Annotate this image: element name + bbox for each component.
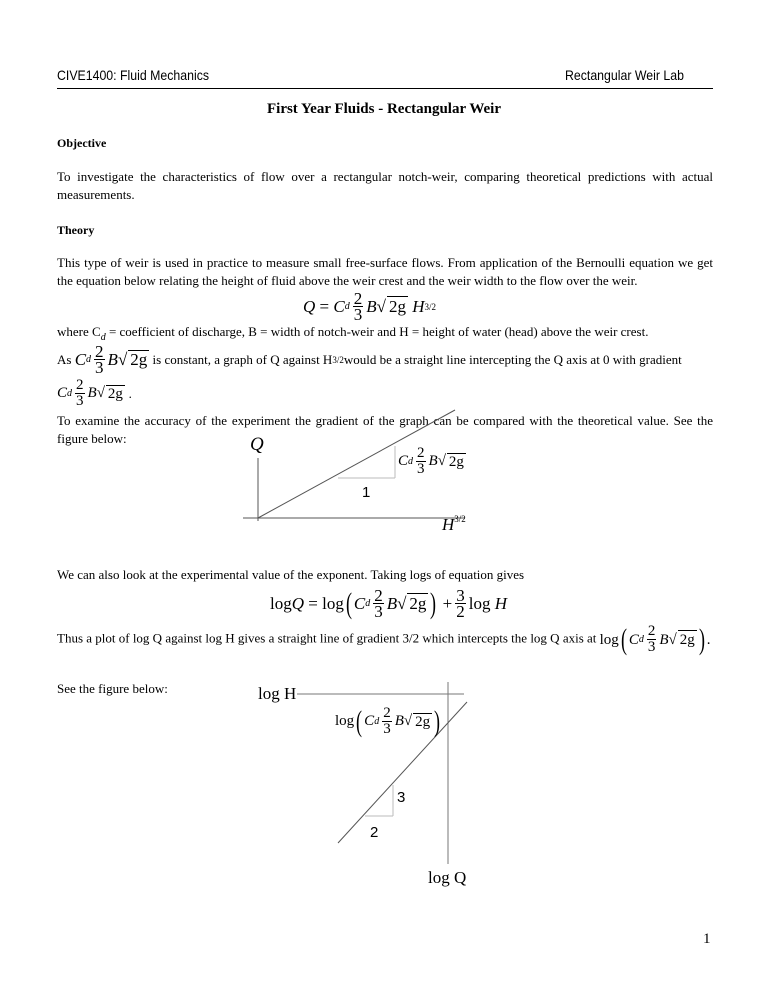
examine-text: To examine the accuracy of the experiment the gradient of the graph can be compared with the theoretical value. See the figure below:: [57, 413, 713, 446]
theory-paragraph: This type of weir is used in practice to measure small free-surface flows. From application of the Bernoulli equation we get the equation below relating the height of fluid above the weir crest and the weir width to the flow over the weir.: [57, 255, 713, 288]
objective-heading: Objective: [57, 136, 107, 150]
where-text: where $C_d$ = coefficient of discharge, B = width of notch-weir and H = height of water (head) above the weir crest.: [57, 324, 649, 343]
gradient-label: C d $\frac{2}{3}$ B √ 2g: [398, 445, 464, 477]
header-course: CIVE1400: Fluid Mechanics: [57, 67, 210, 83]
log-equation: log Q = log ( C d $\frac{2}{3}$ B √ 2g ) + $\frac{3}{2}$ log H: [270, 586, 508, 621]
weir-equation: Q = C d $\frac{2}{3}$ B √ 2g H 3/2: [303, 289, 436, 324]
plot-text: Thus a plot of log Q against log H gives a straight line of gradient 3/2 which intercepts the log Q axis at: [57, 630, 597, 646]
run-label-2: 2: [370, 824, 379, 841]
gradient-expression: C d $\frac{2}{3}$ B √ 2g .: [57, 377, 132, 409]
theory-heading: Theory: [57, 223, 95, 237]
see-figure-text: See the figure below:: [57, 681, 168, 696]
page-number: 1: [703, 931, 711, 947]
page-title: First Year Fluids - Rectangular Weir: [266, 101, 501, 117]
objective-text: To investigate the characteristics of flow over a rectangular notch-weir, comparing theoretical predictions with actual measurements.: [57, 169, 713, 202]
h-axis-label: $H^{3/2}$: [442, 514, 466, 534]
log-q-label: log Q: [428, 868, 467, 887]
rise-label: 3: [397, 789, 406, 806]
intercept-label: log ( C d $\frac{2}{3}$ B √ 2g ): [335, 704, 441, 738]
run-label: 1: [362, 484, 371, 501]
q-axis-label: Q: [250, 434, 264, 455]
logs-text: We can also look at the experimental value of the exponent. Taking logs of equation gives: [57, 567, 525, 582]
as-text: As C d $\frac{2}{3}$ B √ 2g is constant, a graph of Q against H 3/2 would be a straight line intercepting the Q axis at 0 with gradient: [57, 342, 682, 377]
intercept-expression: log ( C d $\frac{2}{3}$ B √ 2g ) .: [599, 622, 711, 656]
header-lab: Rectangular Weir Lab: [565, 67, 684, 83]
log-h-label: log H: [258, 684, 297, 703]
